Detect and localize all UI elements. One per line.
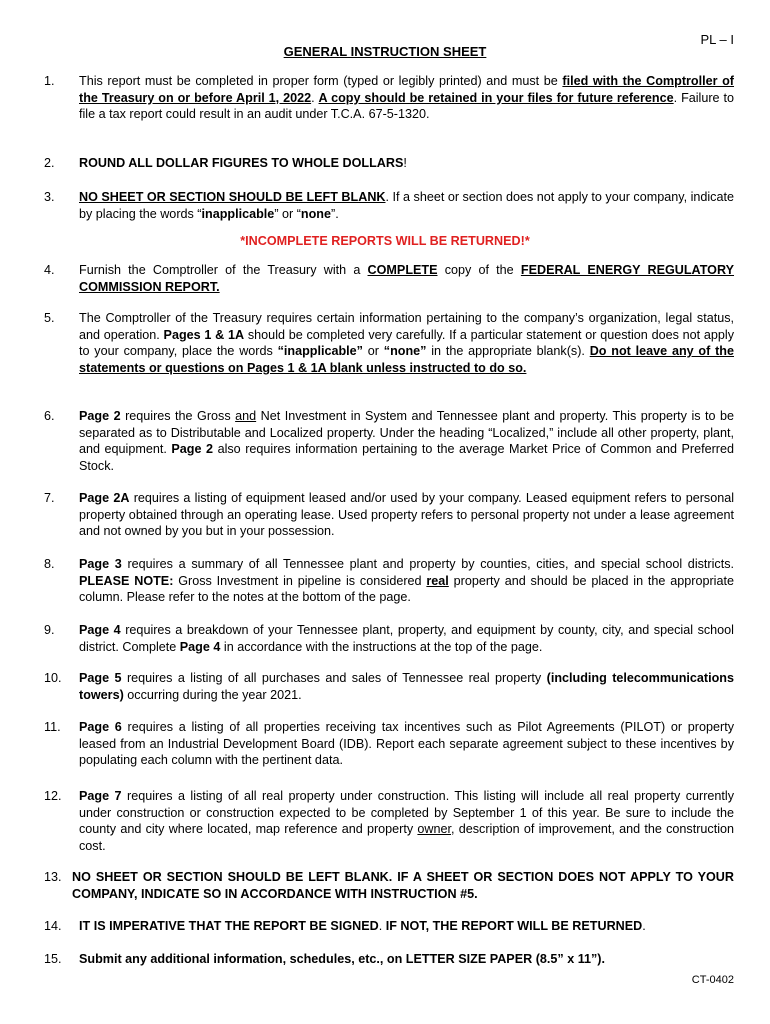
- instruction-number: 9.: [44, 623, 55, 637]
- instruction-text: Page 2 requires the Gross and Net Investment in System and Tennessee plant and property. This property is to be separated as to Distributable and Localized property. Under the heading “Localized,” include all other property, plant, and equipment. Page 2 also requires information pertaining to the average Market Price of Common and Preferred Stock.: [79, 409, 735, 473]
- instruction-text: NO SHEET OR SECTION SHOULD BE LEFT BLANK. IF A SHEET OR SECTION DOES NOT APPLY TO YOUR COMPANY, INDICATE SO IN ACCORDANCE WITH INSTRUCTION #5.: [72, 870, 734, 901]
- page-title: GENERAL INSTRUCTION SHEET: [283, 44, 487, 59]
- instruction-text: Furnish the Comptroller of the Treasury with a COMPLETE copy of the FEDERAL ENERGY REGULATORY COMMISSION REPORT.: [79, 263, 735, 294]
- instruction-text: This report must be completed in proper form (typed or legibly printed) and must be filed with the Comptroller of the Treasury on or before April 1, 2022. A copy should be retained in your files for future reference. Failure to file a tax report could result in an audit under T.C.A. 67-5-1320.: [79, 74, 735, 122]
- instruction-number: 5.: [44, 311, 55, 325]
- instruction-text: Page 6 requires a listing of all properties receiving tax incentives such as Pilot Agreements (PILOT) or property leased from an Industrial Development Board (IDB). Report each separate agreement subject to these incentives by populating each column with the pertinent data.: [79, 720, 734, 768]
- page-identifier: PL – I: [700, 32, 734, 47]
- instruction-text: Page 7 requires a listing of all real property under construction. This listing will include all real property currently under construction or construction expected to be completed by September 1 of this year. Be sure to include the county and city where located, map reference and property owner, description of improvement, and the construction cost.: [79, 789, 735, 853]
- instruction-number: 10.: [44, 671, 62, 685]
- instruction-number: 6.: [44, 409, 55, 423]
- instruction-number: 7.: [44, 491, 55, 505]
- incomplete-reports-warning: *INCOMPLETE REPORTS WILL BE RETURNED!*: [240, 234, 530, 248]
- instruction-number: 15.: [44, 952, 62, 966]
- form-code: CT-0402: [691, 974, 734, 986]
- instruction-number: 14.: [44, 919, 62, 933]
- instruction-text: Page 3 requires a summary of all Tennessee plant and property by counties, cities, and special school districts. PLEASE NOTE: Gross Investment in pipeline is considered real property and should be placed in the appropriate column. Please refer to the notes at the bottom of the page.: [79, 557, 734, 605]
- instruction-number: 2.: [44, 156, 55, 170]
- instruction-text: Page 2A requires a listing of equipment leased and/or used by your company. Leased equipment refers to personal property obtained through an operating lease. Used property refers to personal property not under a lease agreement and not owned by you but in your possession.: [79, 491, 735, 539]
- instruction-number: 13.: [44, 870, 62, 884]
- instruction-text: NO SHEET OR SECTION SHOULD BE LEFT BLANK. If a sheet or section does not apply to your company, indicate by placing the words “inapplicable” or “none”.: [79, 190, 734, 221]
- instruction-number: 11.: [44, 720, 61, 734]
- instruction-text: IT IS IMPERATIVE THAT THE REPORT BE SIGNED. IF NOT, THE REPORT WILL BE RETURNED.: [79, 919, 646, 933]
- instruction-text: ROUND ALL DOLLAR FIGURES TO WHOLE DOLLARS!: [79, 156, 407, 170]
- instruction-number: 3.: [44, 190, 55, 204]
- instruction-text: Submit any additional information, schedules, etc., on LETTER SIZE PAPER (8.5” x 11”).: [79, 952, 605, 966]
- instruction-number: 8.: [44, 557, 55, 571]
- instruction-number: 4.: [44, 263, 55, 277]
- instruction-text: The Comptroller of the Treasury requires certain information pertaining to the company’s organization, legal status, and operation. Pages 1 & 1A should be completed very carefully. If a particular statement or question does not apply to your company, place the words “inapplicable” or “none” in the appropriate blank(s). Do not leave any of the statements or questions on Pages 1 & 1A blank unless instructed to do so.: [79, 311, 734, 375]
- instruction-number: 1.: [44, 74, 55, 88]
- instruction-text: Page 4 requires a breakdown of your Tennessee plant, property, and equipment by county, city, and special school district. Complete Page 4 in accordance with the instructions at the top of the page.: [79, 623, 734, 654]
- instruction-text: Page 5 requires a listing of all purchases and sales of Tennessee real property (including telecommunications towers) occurring during the year 2021.: [79, 671, 734, 702]
- instruction-number: 12.: [44, 789, 62, 803]
